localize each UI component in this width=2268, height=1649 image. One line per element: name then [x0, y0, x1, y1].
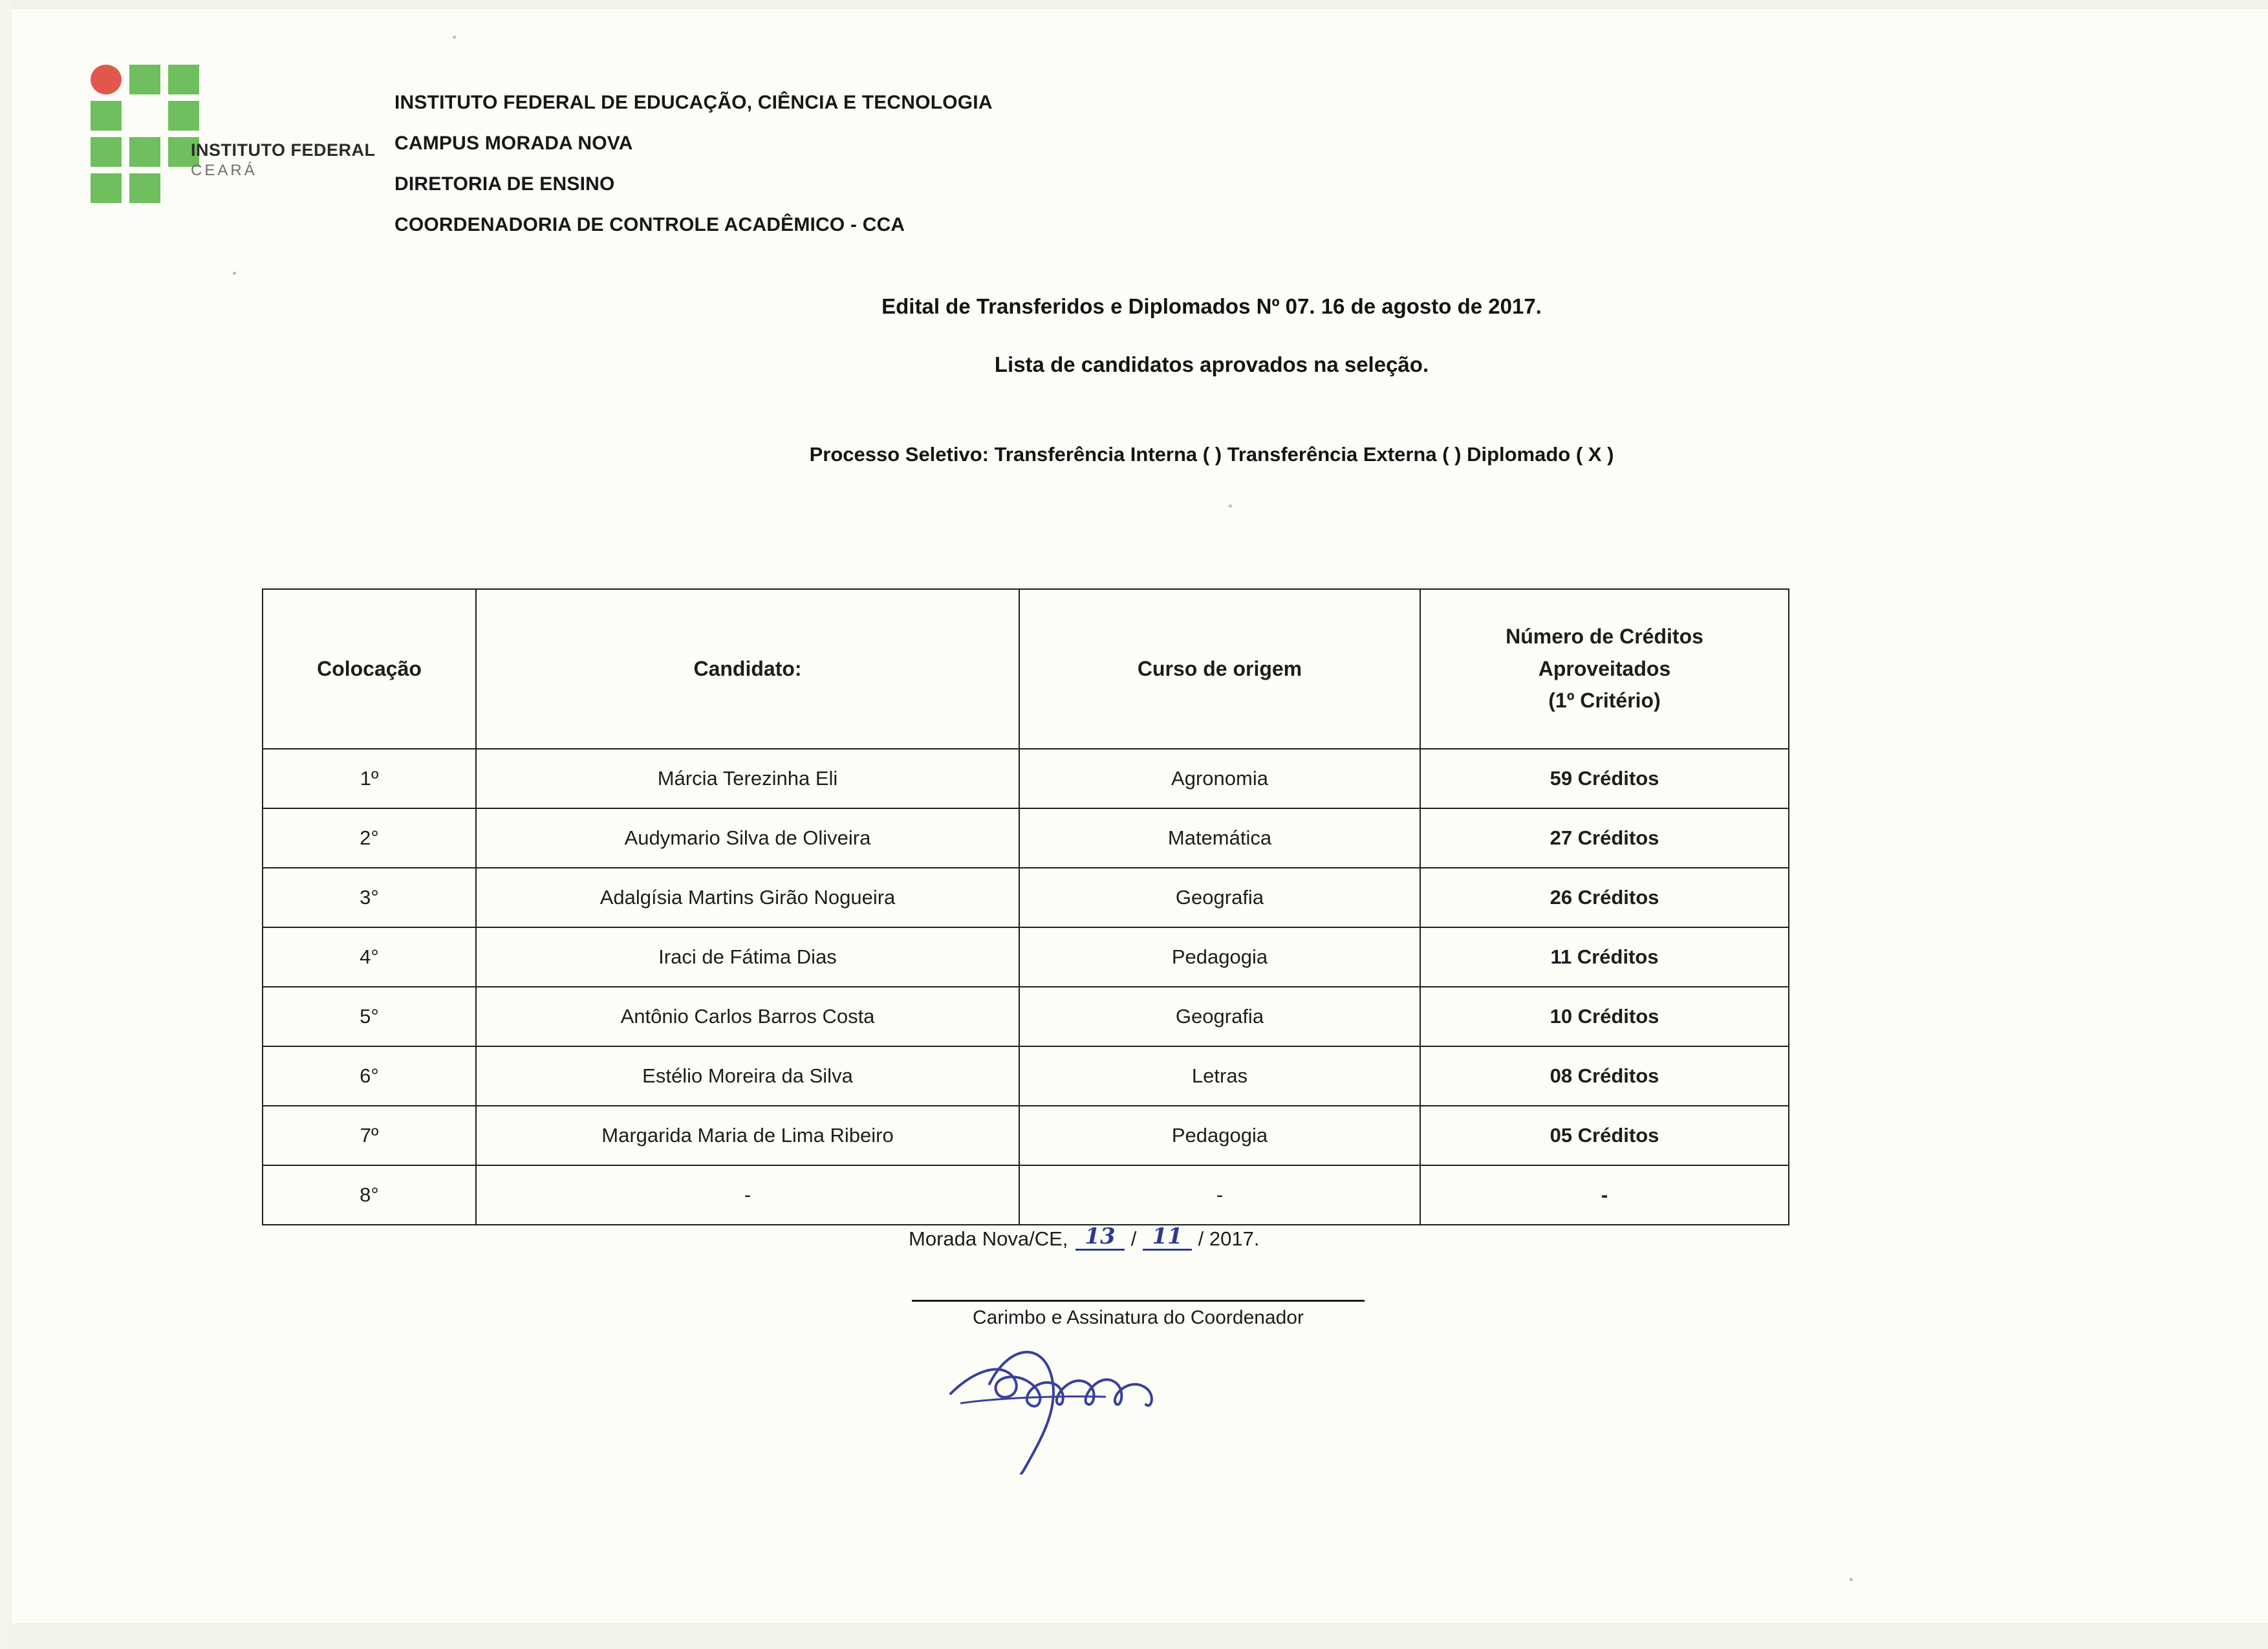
cell-candidato: -: [476, 1165, 1019, 1225]
cell-colocacao: 3°: [263, 868, 476, 927]
cell-colocacao: 7º: [263, 1106, 476, 1165]
table-row: [263, 808, 1789, 868]
column-header-creditos-line-3: (1º Critério): [1548, 689, 1661, 713]
column-header-colocacao: Colocação: [263, 589, 476, 749]
cell-candidato: Audymario Silva de Oliveira: [476, 808, 1019, 868]
table-row: [263, 927, 1789, 987]
cell-creditos: 10 Créditos: [1420, 987, 1789, 1046]
cell-creditos: -: [1420, 1165, 1789, 1225]
cell-candidato: Márcia Terezinha Eli: [476, 749, 1019, 808]
scan-edge-left: [0, 0, 12, 1649]
scan-edge-bottom: [0, 1623, 2268, 1649]
cell-candidato: Iraci de Fátima Dias: [476, 927, 1019, 987]
date-line: [909, 1225, 1266, 1251]
place-label: Morada Nova/CE,: [909, 1227, 1068, 1250]
cell-candidato: Estélio Moreira da Silva: [476, 1046, 1019, 1106]
table-row: [263, 987, 1789, 1046]
date-separator-1: /: [1130, 1227, 1137, 1250]
cell-curso: Pedagogia: [1019, 1106, 1420, 1165]
year-label: / 2017.: [1198, 1227, 1260, 1250]
cell-colocacao: 2°: [263, 808, 476, 868]
approved-candidates-table-wrapper: [262, 588, 1788, 1225]
cell-creditos: 27 Créditos: [1420, 808, 1789, 868]
column-header-curso: Curso de origem: [1019, 589, 1420, 749]
table-row: [263, 1165, 1789, 1225]
cell-curso: Geografia: [1019, 868, 1420, 927]
institution-line-3: DIRETORIA DE ENSINO: [394, 173, 615, 195]
table-header-row: [263, 589, 1789, 749]
cell-creditos: 11 Créditos: [1420, 927, 1789, 987]
signature-caption: Carimbo e Assinatura do Coordenador: [973, 1307, 1304, 1328]
column-header-candidato: Candidato:: [476, 589, 1019, 749]
institution-logo: [71, 65, 382, 204]
cell-colocacao: 4°: [263, 927, 476, 987]
cell-colocacao: 1º: [263, 749, 476, 808]
logo-name-line-2: CEARÁ: [191, 162, 257, 180]
table-row: [263, 749, 1789, 808]
cell-creditos: 59 Créditos: [1420, 749, 1789, 808]
institution-line-4: COORDENADORIA DE CONTROLE ACADÊMICO - CCA: [394, 214, 905, 235]
document-header: [71, 65, 993, 255]
column-header-creditos-line-2: Aproveitados: [1538, 656, 1671, 680]
document-subtitle: Lista de candidatos aprovados na seleção.: [994, 352, 1429, 376]
column-header-creditos: [1420, 589, 1789, 749]
signature-line: [912, 1300, 1365, 1302]
cell-curso: Geografia: [1019, 987, 1420, 1046]
column-header-creditos-line-1: Número de Créditos: [1506, 625, 1703, 649]
approved-candidates-table: [262, 588, 1789, 1225]
cell-curso: Pedagogia: [1019, 927, 1420, 987]
document-title: Edital de Transferidos e Diplomados Nº 07. 16 de agosto de 2017.: [881, 294, 1542, 318]
logo-name-line-1: INSTITUTO FEDERAL: [191, 140, 376, 160]
signature-block: [892, 1300, 1384, 1329]
cell-curso: -: [1019, 1165, 1420, 1225]
institution-line-2: CAMPUS MORADA NOVA: [394, 133, 633, 154]
institution-line-1: INSTITUTO FEDERAL DE EDUCAÇÃO, CIÊNCIA E TECNOLOGIA: [394, 92, 993, 113]
cell-candidato: Antônio Carlos Barros Costa: [476, 987, 1019, 1046]
table-row: [263, 1106, 1789, 1165]
handwritten-day: 13: [1075, 1225, 1124, 1251]
logo-wordmark: [191, 141, 376, 179]
logo-grid-icon: [91, 65, 220, 204]
cell-curso: Matemática: [1019, 808, 1420, 868]
cell-curso: Letras: [1019, 1046, 1420, 1106]
cell-colocacao: 5°: [263, 987, 476, 1046]
table-row: [263, 1046, 1789, 1106]
cell-candidato: Adalgísia Martins Girão Nogueira: [476, 868, 1019, 927]
selection-process-line: Processo Seletivo: Transferência Interna ( ) Transferência Externa ( ) Diplomado ( X ): [809, 443, 1614, 466]
handwritten-signature: [892, 1306, 1384, 1474]
table-row: [263, 868, 1789, 927]
institution-address-block: [394, 92, 993, 255]
cell-creditos: 05 Créditos: [1420, 1106, 1789, 1165]
handwritten-month: 11: [1143, 1225, 1191, 1251]
cell-candidato: Margarida Maria de Lima Ribeiro: [476, 1106, 1019, 1165]
cell-colocacao: 8°: [263, 1165, 476, 1225]
cell-colocacao: 6°: [263, 1046, 476, 1106]
cell-creditos: 26 Créditos: [1420, 868, 1789, 927]
scan-edge-top: [0, 0, 2268, 9]
cell-creditos: 08 Créditos: [1420, 1046, 1789, 1106]
cell-curso: Agronomia: [1019, 749, 1420, 808]
